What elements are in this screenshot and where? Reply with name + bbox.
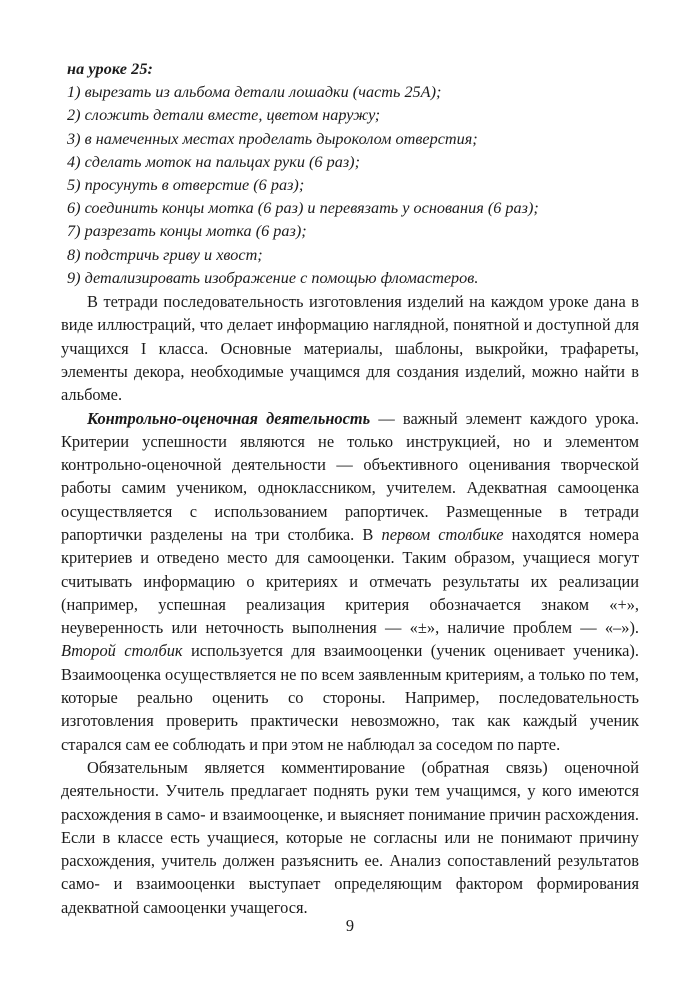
emphasis-second-column: Второй столбик [61, 641, 183, 661]
list-item: 2) сложить детали вместе, цветом наружу; [67, 106, 381, 125]
paragraph-text-run-2: находятся номера критериев и отведено место для самооценки. Таким образом, учащиеся могут считывать информацию о критериях и отмечать результаты их реализации (например, успешная реализация критерия обозначается знаком «+», неуверенность или неточность выполнения — «±», наличие проблем — «–»). [61, 525, 639, 638]
emphasis-first-column: первом столбике [381, 525, 504, 544]
paragraph-text-run-3: используется для взаимооценки (ученик оценивает ученика). Взаимооценка осуществляется не по всем заявленным критериям, а только по тем, которые реально оценить со стороны. Например, последовательность изготовления проверить практически невозможно, так как каждый ученик старался сам ее соблюдать и при этом не наблюдал за соседом по парте. [61, 641, 639, 754]
list-item: 8) подстричь гриву и хвост; [67, 245, 263, 264]
list-item: 1) вырезать из альбома детали лошадки (часть 25А); [67, 83, 442, 102]
paragraph-notebook-illustrations: В тетради последовательность изготовления изделий на каждом уроке дана в виде иллюстраций, что делает информацию наглядной, понятной и доступной для учащихся I класса. Основные материалы, шаблоны, выкройки, трафареты, элементы декора, необходимые учащимся для создания изделий, можно найти в альбоме. [61, 292, 639, 405]
paragraph-text-run-1: — важный элемент каждого урока. Критерии успешности являются не только инструкцией, но и элементом контрольно-оценочной деятельности — объективного оценивания творческой работы самим учеником, одноклассником, учителем. Адекватная самооценка осуществляется с использованием рапортичек. Размещенные в тетради рапортички разделены на три столбика. В [61, 408, 639, 544]
list-item: 7) разрезать концы мотка (6 раз); [67, 222, 307, 241]
instruction-list [61, 81, 639, 290]
list-item: 9) детализировать изображение с помощью фломастеров. [67, 268, 479, 287]
list-item: 4) сделать моток на пальцах руки (6 раз); [67, 152, 360, 171]
lesson-heading: на уроке 25: [67, 60, 154, 78]
paragraph-mandatory-commenting: Обязательным является комментирование (обратная связь) оценочной деятельности. Учитель предлагает поднять руки тем учащимся, у кого имеются расхождения в само- и взаимооценке, и выясняет понимание причин расхождения. Если в классе есть учащиеся, которые не согласны или не понимают причину расхождения, учитель должен разъяснить ее. Анализ сопоставлений результатов само- и взаимооценки выступает определяющим фактором формирования адекватной самооценки учащегося. [61, 757, 639, 917]
page-number: 9 [345, 916, 355, 935]
list-item: 6) соединить концы мотка (6 раз) и перевязать у основания (6 раз); [67, 199, 539, 218]
list-item: 5) просунуть в отверстие (6 раз); [67, 176, 305, 195]
list-item: 3) в намеченных местах проделать дыроколом отверстия; [67, 129, 478, 148]
paragraph-assessment-activity [61, 407, 639, 756]
page-text-body [61, 58, 639, 919]
paragraph-lead-term: Контрольно-оценочная деятельность [87, 408, 371, 428]
